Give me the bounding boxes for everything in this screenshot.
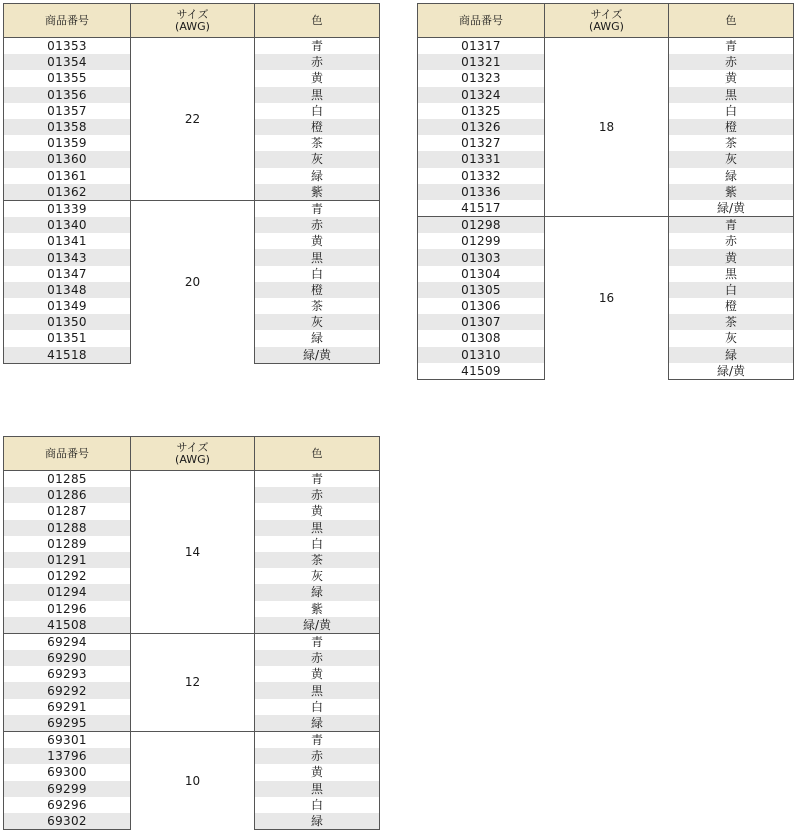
color-cell: 橙: [669, 119, 794, 135]
color-cell: 青: [669, 217, 794, 234]
product-code-cell: 01356: [4, 87, 131, 103]
color-cell: 黄: [669, 249, 794, 265]
table-row: [4, 200, 380, 217]
product-code-cell: 01348: [4, 282, 131, 298]
product-code-cell: 01325: [418, 103, 545, 119]
product-code-cell: 41518: [4, 347, 131, 364]
header-size-line2: (AWG): [589, 19, 624, 33]
header-size-line1: サイズ: [176, 440, 209, 454]
color-cell: 黄: [669, 70, 794, 86]
table-row: [4, 471, 380, 488]
color-cell: 青: [255, 732, 380, 749]
product-code-cell: 41517: [418, 200, 545, 217]
product-code-cell: 01296: [4, 601, 131, 617]
color-cell: 黒: [255, 249, 380, 265]
color-cell: 白: [255, 536, 380, 552]
header-color: 色: [669, 4, 794, 38]
product-code-cell: 69296: [4, 797, 131, 813]
color-cell: 青: [255, 200, 380, 217]
color-cell: 緑: [669, 168, 794, 184]
color-cell: 赤: [255, 54, 380, 70]
color-cell: 緑/黄: [669, 200, 794, 217]
header-size: [131, 4, 255, 38]
product-code-cell: 01353: [4, 38, 131, 55]
product-code-cell: 01304: [418, 266, 545, 282]
header-color: 色: [255, 4, 380, 38]
product-code-cell: 69301: [4, 732, 131, 749]
product-code-cell: 01291: [4, 552, 131, 568]
product-code-cell: 01287: [4, 503, 131, 519]
product-code-cell: 01324: [418, 87, 545, 103]
color-cell: 橙: [255, 119, 380, 135]
product-code-cell: 01317: [418, 38, 545, 55]
product-code-cell: 01331: [418, 151, 545, 167]
product-code-cell: 01323: [418, 70, 545, 86]
table-row: [4, 38, 380, 55]
color-cell: 緑: [255, 168, 380, 184]
product-code-cell: 01321: [418, 54, 545, 70]
size-cell: 18: [545, 38, 669, 217]
color-cell: 灰: [669, 330, 794, 346]
color-cell: 灰: [255, 314, 380, 330]
product-code-cell: 01332: [418, 168, 545, 184]
color-cell: 緑: [669, 347, 794, 363]
color-cell: 黒: [255, 682, 380, 698]
product-code-cell: 41508: [4, 617, 131, 634]
color-cell: 黄: [255, 70, 380, 86]
color-cell: 黄: [255, 233, 380, 249]
product-code-cell: 01354: [4, 54, 131, 70]
color-cell: 黒: [255, 781, 380, 797]
product-code-cell: 01307: [418, 314, 545, 330]
table-row: [4, 732, 380, 749]
product-code-cell: 69302: [4, 813, 131, 830]
color-cell: 青: [255, 633, 380, 650]
product-code-cell: 13796: [4, 748, 131, 764]
color-cell: 茶: [255, 135, 380, 151]
product-code-cell: 01361: [4, 168, 131, 184]
size-cell: 20: [131, 200, 255, 363]
color-cell: 橙: [255, 282, 380, 298]
color-cell: 青: [669, 38, 794, 55]
header-size: [131, 437, 255, 471]
color-cell: 白: [255, 797, 380, 813]
color-cell: 白: [255, 699, 380, 715]
product-code-cell: 01341: [4, 233, 131, 249]
product-code-cell: 01288: [4, 520, 131, 536]
color-cell: 黒: [255, 520, 380, 536]
product-code-cell: 01362: [4, 184, 131, 201]
header-code: 商品番号: [418, 4, 545, 38]
header-row: [4, 4, 380, 38]
header-code: 商品番号: [4, 4, 131, 38]
color-cell: 茶: [255, 298, 380, 314]
header-size: [545, 4, 669, 38]
product-code-cell: 01305: [418, 282, 545, 298]
product-code-cell: 69290: [4, 650, 131, 666]
color-cell: 緑: [255, 330, 380, 346]
product-code-cell: 01298: [418, 217, 545, 234]
color-cell: 白: [255, 103, 380, 119]
color-cell: 赤: [669, 54, 794, 70]
product-code-cell: 01306: [418, 298, 545, 314]
table-row: [418, 38, 794, 55]
header-size-line2: (AWG): [175, 452, 210, 466]
header-size-line1: サイズ: [590, 7, 623, 21]
product-code-cell: 01357: [4, 103, 131, 119]
header-size-line2: (AWG): [175, 19, 210, 33]
product-code-cell: 01286: [4, 487, 131, 503]
product-code-cell: 01292: [4, 568, 131, 584]
product-code-cell: 69299: [4, 781, 131, 797]
color-cell: 青: [255, 38, 380, 55]
wire-spec-table-1: [3, 3, 380, 364]
wire-spec-table-3: [3, 436, 380, 830]
product-code-cell: 01308: [418, 330, 545, 346]
product-code-cell: 01326: [418, 119, 545, 135]
color-cell: 灰: [255, 568, 380, 584]
color-cell: 茶: [669, 135, 794, 151]
color-cell: 黒: [669, 87, 794, 103]
color-cell: 白: [669, 282, 794, 298]
color-cell: 緑: [255, 813, 380, 830]
product-code-cell: 01339: [4, 200, 131, 217]
color-cell: 茶: [255, 552, 380, 568]
product-code-cell: 69295: [4, 715, 131, 732]
color-cell: 緑: [255, 715, 380, 732]
product-code-cell: 01355: [4, 70, 131, 86]
product-code-cell: 01303: [418, 249, 545, 265]
size-cell: 16: [545, 217, 669, 380]
product-code-cell: 01351: [4, 330, 131, 346]
product-code-cell: 01358: [4, 119, 131, 135]
product-code-cell: 01359: [4, 135, 131, 151]
product-code-cell: 01349: [4, 298, 131, 314]
color-cell: 橙: [669, 298, 794, 314]
table-row: [4, 633, 380, 650]
product-code-cell: 01294: [4, 584, 131, 600]
color-cell: 茶: [669, 314, 794, 330]
color-cell: 黄: [255, 764, 380, 780]
product-code-cell: 69294: [4, 633, 131, 650]
color-cell: 黒: [669, 266, 794, 282]
color-cell: 黄: [255, 503, 380, 519]
table-row: [418, 217, 794, 234]
header-code: 商品番号: [4, 437, 131, 471]
color-cell: 緑/黄: [669, 363, 794, 380]
color-cell: 赤: [255, 217, 380, 233]
size-cell: 10: [131, 732, 255, 830]
product-code-cell: 69291: [4, 699, 131, 715]
header-row: [418, 4, 794, 38]
product-code-cell: 01360: [4, 151, 131, 167]
color-cell: 黒: [255, 87, 380, 103]
color-cell: 赤: [255, 487, 380, 503]
size-cell: 12: [131, 633, 255, 731]
color-cell: 灰: [669, 151, 794, 167]
product-code-cell: 01299: [418, 233, 545, 249]
color-cell: 紫: [255, 184, 380, 201]
color-cell: 紫: [255, 601, 380, 617]
product-code-cell: 01347: [4, 266, 131, 282]
product-code-cell: 01340: [4, 217, 131, 233]
header-size-line1: サイズ: [176, 7, 209, 21]
product-code-cell: 01350: [4, 314, 131, 330]
product-code-cell: 01343: [4, 249, 131, 265]
color-cell: 白: [669, 103, 794, 119]
product-code-cell: 69300: [4, 764, 131, 780]
product-code-cell: 01285: [4, 471, 131, 488]
product-code-cell: 41509: [418, 363, 545, 380]
color-cell: 黄: [255, 666, 380, 682]
product-code-cell: 01327: [418, 135, 545, 151]
color-cell: 緑/黄: [255, 617, 380, 634]
color-cell: 赤: [255, 650, 380, 666]
product-code-cell: 01310: [418, 347, 545, 363]
header-color: 色: [255, 437, 380, 471]
product-code-cell: 01289: [4, 536, 131, 552]
color-cell: 紫: [669, 184, 794, 200]
size-cell: 14: [131, 471, 255, 634]
header-row: [4, 437, 380, 471]
color-cell: 赤: [669, 233, 794, 249]
color-cell: 赤: [255, 748, 380, 764]
size-cell: 22: [131, 38, 255, 201]
wire-spec-table-2: [417, 3, 794, 380]
color-cell: 白: [255, 266, 380, 282]
product-code-cell: 69292: [4, 682, 131, 698]
color-cell: 緑/黄: [255, 347, 380, 364]
color-cell: 緑: [255, 584, 380, 600]
color-cell: 灰: [255, 151, 380, 167]
product-code-cell: 01336: [418, 184, 545, 200]
product-code-cell: 69293: [4, 666, 131, 682]
color-cell: 青: [255, 471, 380, 488]
